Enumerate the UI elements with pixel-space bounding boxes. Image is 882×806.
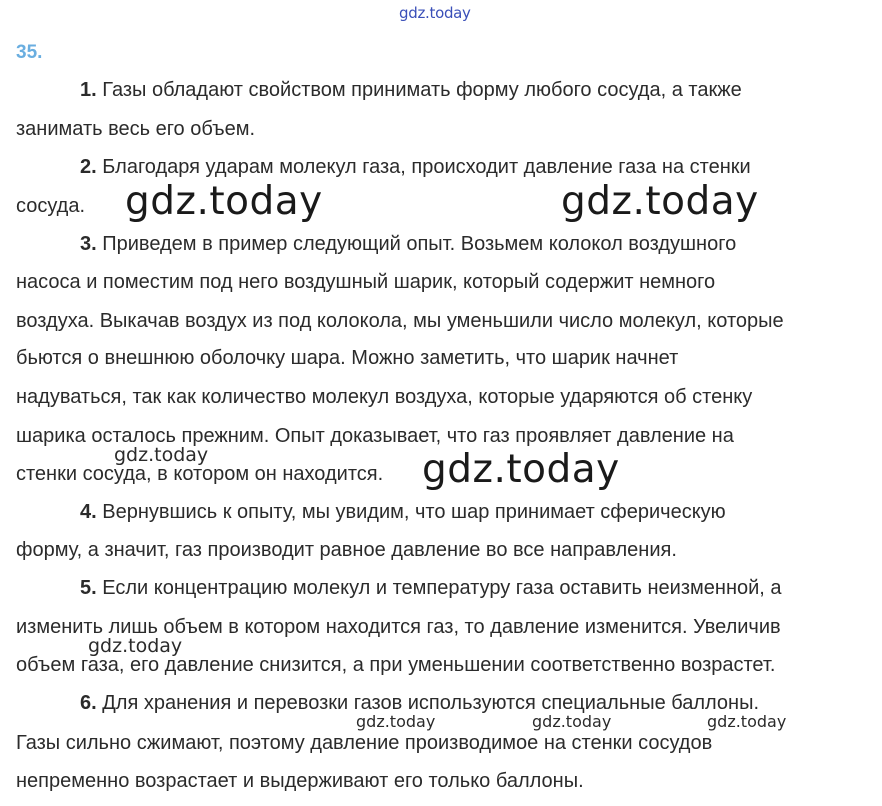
top-watermark: gdz.today (399, 4, 471, 22)
watermark-small-3: gdz.today (707, 712, 787, 731)
paragraph-4-number: 4. (80, 501, 97, 523)
paragraph-3-line-2: насоса и поместим под него воздушный шарик, который содержит немного (16, 271, 716, 293)
paragraph-3-line-6: шарика осталось прежним. Опыт доказывает, что газ проявляет давление на (16, 425, 734, 447)
paragraph-2-line-2: сосуда. (16, 195, 86, 217)
paragraph-3-number: 3. (80, 233, 97, 255)
paragraph-1-line-2: занимать весь его объем. (16, 118, 256, 140)
paragraph-6-line-1: 6. Для хранения и перевозки газов используются специальные баллоны. (80, 692, 760, 714)
paragraph-5-line-2: изменить лишь объем в котором находится газ, то давление изменится. Увеличив (16, 616, 781, 638)
paragraph-4-line-2: форму, а значит, газ производит равное давление во все направления. (16, 539, 677, 561)
watermark-large-2: gdz.today (561, 179, 759, 224)
paragraph-6-number: 6. (80, 692, 97, 714)
paragraph-6-line-2: Газы сильно сжимают, поэтому давление производимое на стенки сосудов (16, 732, 713, 754)
paragraph-4-line-1: 4. Вернувшись к опыту, мы увидим, что шар принимает сферическую (80, 501, 726, 523)
watermark-medium-1: gdz.today (114, 444, 209, 466)
paragraph-1-number: 1. (80, 79, 97, 101)
watermark-small-2: gdz.today (532, 712, 612, 731)
paragraph-2-number: 2. (80, 156, 97, 178)
paragraph-3-line-3: воздуха. Выкачав воздух из под колокола, мы уменьшили число молекул, которые (16, 310, 784, 332)
paragraph-3-line-5: надуваться, так как количество молекул воздуха, которые ударяются об стенку (16, 386, 753, 408)
watermark-small-1: gdz.today (356, 712, 436, 731)
watermark-large-3: gdz.today (422, 447, 620, 492)
paragraph-2-line-1: 2. Благодаря ударам молекул газа, происходит давление газа на стенки (80, 156, 751, 178)
watermark-medium-2: gdz.today (88, 635, 183, 657)
paragraph-3-line-7: стенки сосуда, в котором он находится. (16, 463, 384, 485)
paragraph-5-line-1: 5. Если концентрацию молекул и температуру газа оставить неизменной, а (80, 577, 782, 599)
watermark-large-1: gdz.today (125, 179, 323, 224)
paragraph-5-line-3: объем газа, его давление снизится, а при уменьшении соответственно возрастет. (16, 654, 776, 676)
paragraph-5-number: 5. (80, 577, 97, 599)
paragraph-1-line-1: 1. Газы обладают свойством принимать форму любого сосуда, а также (80, 79, 742, 101)
task-number: 35. (16, 42, 43, 63)
paragraph-6-line-3: непременно возрастает и выдерживают его только баллоны. (16, 770, 584, 792)
paragraph-3-line-1: 3. Приведем в пример следующий опыт. Возьмем колокол воздушного (80, 233, 737, 255)
paragraph-3-line-4: бьются о внешнюю оболочку шара. Можно заметить, что шарик начнет (16, 347, 679, 369)
